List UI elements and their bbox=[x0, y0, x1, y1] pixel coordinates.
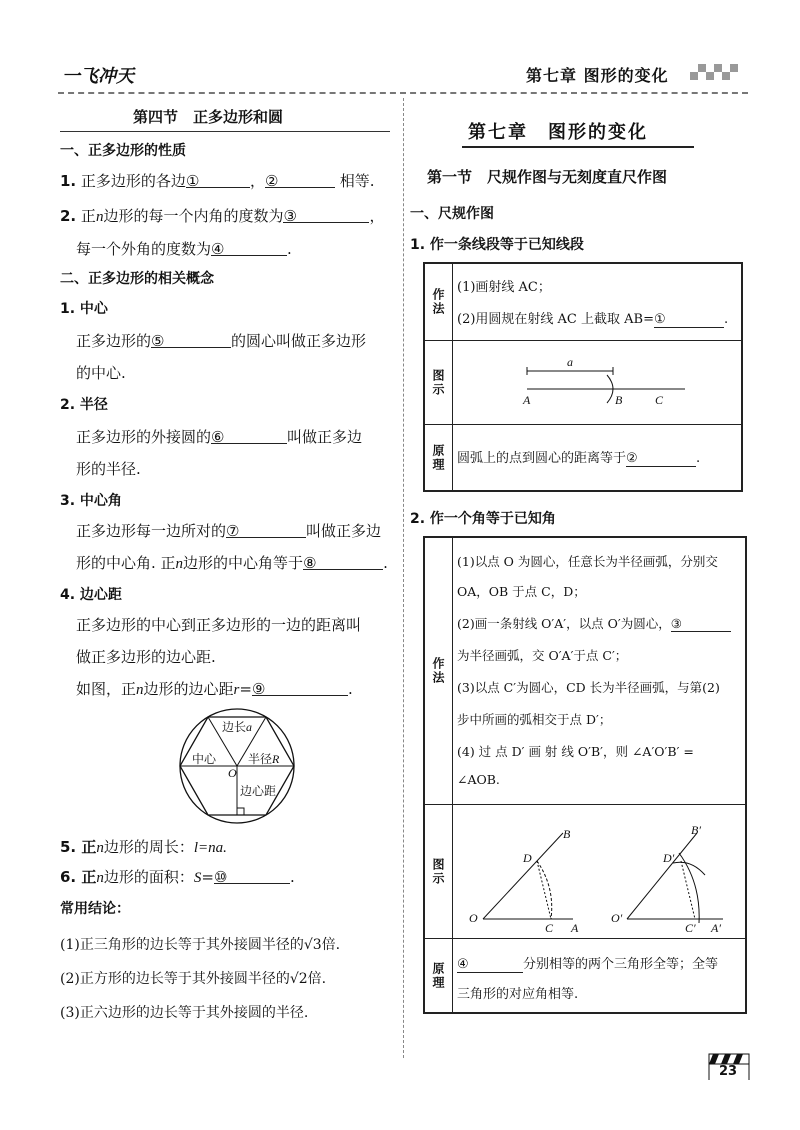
t1-p-end: . bbox=[696, 451, 701, 466]
item2-line2 bbox=[76, 238, 292, 259]
t2-row-method bbox=[425, 538, 745, 804]
s1-line2: 的中心. bbox=[76, 364, 126, 382]
t1-blank-2-label: ② bbox=[626, 451, 638, 466]
s6-n: n bbox=[96, 870, 104, 886]
t2-row-principle bbox=[425, 938, 745, 1012]
s2-title: 2. 半径 bbox=[60, 397, 108, 413]
s6-eq: = bbox=[201, 868, 214, 886]
item2-line2-text: 每一个外角的度数为 bbox=[76, 240, 212, 258]
s2-text-b: 叫做正多边 bbox=[287, 428, 363, 446]
left-section-title: 第四节 正多边形和圆 bbox=[133, 108, 284, 126]
s4-line2: 做正多边形的边心距. bbox=[76, 648, 216, 666]
s4-text-a: 如图，正 bbox=[76, 680, 137, 698]
s2-text-a: 正多边形的外接圆的 bbox=[76, 428, 212, 446]
s4-line3 bbox=[76, 678, 353, 699]
blank-10[interactable] bbox=[214, 868, 290, 884]
s3-end: . bbox=[383, 554, 388, 572]
s4-line1: 正多边形的中心到正多边形的一边的距离叫 bbox=[76, 616, 362, 634]
t1-row-principle bbox=[425, 424, 741, 490]
t2-m1b: OA，OB 于点 C，D； bbox=[457, 584, 586, 599]
item1-num: 1. bbox=[60, 172, 77, 190]
conclusions-heading: 常用结论： bbox=[60, 901, 130, 917]
blank-6-label: ⑥ bbox=[211, 428, 225, 446]
t2-m4a: (4) 过 点 D′ 画 射 线 O′B′，则 ∠A′O′B′ = bbox=[457, 744, 694, 759]
t2-figure bbox=[465, 823, 745, 933]
blank-9[interactable] bbox=[252, 680, 348, 696]
t2-p1: 分别相等的两个三角形全等；全等 bbox=[523, 957, 719, 972]
s5-num: 5. 正 bbox=[60, 838, 97, 856]
blank-6[interactable] bbox=[211, 428, 287, 444]
blank-5-label: ⑤ bbox=[151, 332, 165, 350]
t2-fig-B2: B′ bbox=[691, 823, 701, 837]
t1-fig-A: A bbox=[523, 393, 531, 407]
t2-m3a: (3)以点 C′为圆心，CD 长为半径画弧，与第(2) bbox=[457, 680, 720, 695]
t2-principle-label: 原理 bbox=[425, 939, 453, 1012]
s4-n: n bbox=[136, 682, 144, 698]
s1-title: 1. 中心 bbox=[60, 301, 108, 317]
s3-n: n bbox=[175, 556, 184, 572]
s5-n: n bbox=[96, 840, 104, 856]
blank-7[interactable] bbox=[226, 522, 306, 538]
s4-text-b: 边形的边心距 bbox=[143, 680, 234, 698]
item1-text: 正多边形的各边 bbox=[80, 172, 186, 190]
s4-title: 4. 边心距 bbox=[60, 587, 122, 603]
item2 bbox=[60, 205, 384, 226]
t1-fig-a: a bbox=[567, 355, 573, 369]
blank-8-label: ⑧ bbox=[303, 554, 317, 572]
header-deco bbox=[690, 58, 742, 86]
item1-sep: ， bbox=[249, 172, 265, 190]
t1-m1: (1)画射线 AC； bbox=[457, 280, 551, 295]
c1-root: √3 bbox=[303, 937, 322, 953]
s6-text: 边形的面积： bbox=[103, 868, 194, 886]
t2-figure-label: 图示 bbox=[425, 805, 453, 938]
t2-m4b: ∠AOB. bbox=[457, 772, 500, 787]
column-divider bbox=[403, 98, 404, 1058]
t1-p: 圆弧上的点到圆心的距离等于 bbox=[457, 451, 627, 466]
t2-p2: 三角形的对应角相等. bbox=[457, 987, 579, 1002]
blank-3-label: ③ bbox=[283, 207, 297, 225]
s1-text-b: 的圆心叫做正多边形 bbox=[231, 332, 367, 350]
blank-4[interactable] bbox=[211, 240, 287, 256]
header-rule bbox=[58, 92, 748, 94]
c2-root: √2 bbox=[289, 971, 308, 987]
checker-decoration-icon bbox=[690, 58, 742, 86]
blank-5[interactable] bbox=[151, 332, 231, 348]
s6-end: . bbox=[289, 868, 295, 886]
t1-heading: 1. 作一条线段等于已知线段 bbox=[410, 237, 584, 253]
right-section-title: 第一节 尺规作图与无刻度直尺作图 bbox=[427, 168, 668, 186]
conclusion-3: (3)正六边形的边长等于其外接圆的半径. bbox=[60, 1005, 309, 1021]
t2-blank-4-label: ④ bbox=[457, 957, 469, 972]
blank-2[interactable] bbox=[265, 172, 335, 188]
t1-principle-label: 原理 bbox=[425, 425, 453, 490]
s6-line bbox=[60, 866, 295, 887]
s1-text-a: 正多边形的 bbox=[76, 332, 152, 350]
blank-4-label: ④ bbox=[211, 240, 225, 258]
header-logo: 一飞冲天 bbox=[62, 66, 134, 87]
blank-10-label: ⑩ bbox=[213, 868, 228, 886]
blank-1-label: ① bbox=[185, 172, 200, 190]
s1-line1 bbox=[76, 330, 366, 351]
conclusion-2 bbox=[60, 968, 326, 988]
item1 bbox=[60, 170, 375, 191]
table-angle bbox=[423, 536, 747, 1014]
c2-text: (2)正方形的边长等于其外接圆半径的 bbox=[60, 971, 290, 987]
t2-fig-C: C bbox=[545, 921, 554, 935]
s3-text-d: 边形的中心角等于 bbox=[183, 554, 304, 572]
t2-m2a: (2)画一条射线 O′A′，以点 O′为圆心， bbox=[457, 616, 671, 631]
fig-radius-label: 半径R bbox=[248, 752, 280, 766]
conclusion-1 bbox=[60, 934, 340, 954]
s3-line2 bbox=[76, 552, 388, 573]
fig-o-label: O bbox=[228, 766, 237, 780]
left-title-rule bbox=[60, 131, 390, 132]
t1-m2-end: . bbox=[723, 312, 729, 327]
t1-m2: (2)用圆规在射线 AC 上截取 AB= bbox=[457, 312, 654, 327]
t2-m3b: 步中所画的弧相交于点 D′； bbox=[457, 712, 612, 727]
s3-text-a: 正多边形每一边所对的 bbox=[76, 522, 227, 540]
s2-line1 bbox=[76, 426, 362, 447]
s5-formula: l=na. bbox=[193, 840, 227, 856]
chapter-heading-rule bbox=[462, 146, 694, 148]
s3-line1 bbox=[76, 520, 381, 541]
blank-1[interactable] bbox=[186, 172, 250, 188]
blank-3[interactable] bbox=[283, 207, 369, 223]
t1-fig-B: B bbox=[615, 393, 623, 407]
part2-heading: 二、正多边形的相关概念 bbox=[60, 271, 214, 287]
s4-end: . bbox=[347, 680, 353, 698]
t1-method-label: 作法 bbox=[425, 264, 453, 340]
s4-eq: = bbox=[239, 680, 252, 698]
t2-row-figure bbox=[425, 804, 745, 938]
t1-blank-2[interactable] bbox=[626, 451, 696, 467]
item2-text-b: 边形的每一个内角的度数为 bbox=[103, 207, 284, 225]
item2-end: . bbox=[287, 240, 292, 258]
t2-fig-D: D bbox=[523, 851, 532, 865]
header-chapter-title: 第七章 图形的变化 bbox=[526, 66, 669, 85]
item2-num: 2. bbox=[60, 207, 77, 225]
s3-text-b: 叫做正多边 bbox=[306, 522, 382, 540]
page-number-badge bbox=[707, 1052, 751, 1082]
t2-fig-B: B bbox=[563, 827, 571, 841]
t1-figure-label: 图示 bbox=[425, 341, 453, 424]
t2-m1a: (1)以点 O 为圆心，任意长为半径画弧，分别交 bbox=[457, 554, 718, 569]
t1-fig-C: C bbox=[655, 393, 664, 407]
c2-end: 倍. bbox=[307, 971, 327, 987]
item2-text-a: 正 bbox=[80, 207, 96, 225]
blank-8[interactable] bbox=[303, 554, 383, 570]
t1-row-method bbox=[425, 264, 741, 340]
s6-s: S bbox=[193, 870, 202, 886]
item2-sep: ， bbox=[369, 207, 385, 225]
item2-n: n bbox=[95, 209, 104, 225]
s2-line2: 形的半径. bbox=[76, 460, 141, 478]
item1-end: 相等. bbox=[339, 172, 375, 190]
fig-side-label: 边长a bbox=[222, 720, 253, 734]
t2-blank-4[interactable] bbox=[457, 957, 523, 973]
t2-fig-O: O bbox=[469, 911, 478, 925]
c1-text: (1)正三角形的边长等于其外接圆半径的 bbox=[60, 937, 304, 953]
part1-heading: 一、正多边形的性质 bbox=[60, 143, 186, 159]
s5-text: 边形的周长： bbox=[103, 838, 194, 856]
right-chapter-heading: 第七章 图形的变化 bbox=[468, 122, 648, 143]
t1-blank-1-label: ① bbox=[653, 312, 666, 327]
t2-m2b: 为半径画弧，交 O′A′于点 C′； bbox=[457, 648, 628, 663]
right-part1-heading: 一、尺规作图 bbox=[410, 206, 494, 222]
t2-blank-3-label: ③ bbox=[670, 616, 682, 631]
s3-text-c: 形的中心角. 正 bbox=[76, 554, 176, 572]
t2-fig-O2: O′ bbox=[611, 911, 623, 925]
t1-figure bbox=[515, 355, 695, 415]
blank-7-label: ⑦ bbox=[226, 522, 240, 540]
fig-apothem-label: 边心距 bbox=[240, 784, 277, 798]
s6-num: 6. 正 bbox=[60, 868, 97, 886]
segment-construction-diagram bbox=[515, 355, 695, 415]
t2-heading: 2. 作一个角等于已知角 bbox=[410, 511, 556, 527]
t1-row-figure bbox=[425, 340, 741, 424]
t2-blank-3[interactable] bbox=[671, 616, 731, 632]
table-segment bbox=[423, 262, 743, 492]
s5-line bbox=[60, 836, 227, 857]
page-number: 23 bbox=[719, 1064, 738, 1079]
angle-construction-diagram bbox=[465, 823, 745, 933]
t2-fig-D2: D′ bbox=[663, 851, 675, 865]
s4-r: r bbox=[233, 682, 240, 698]
t2-fig-C2: C′ bbox=[685, 921, 696, 935]
hexagon-figure bbox=[172, 708, 302, 828]
t1-blank-1[interactable] bbox=[654, 312, 724, 328]
s3-title: 3. 中心角 bbox=[60, 493, 122, 509]
fig-center-label: 中心 bbox=[192, 752, 217, 766]
t2-method-label: 作法 bbox=[425, 538, 453, 804]
blank-9-label: ⑨ bbox=[251, 680, 266, 698]
c1-end: 倍. bbox=[321, 937, 341, 953]
t2-fig-A2: A′ bbox=[711, 921, 721, 935]
blank-2-label: ② bbox=[264, 172, 279, 190]
t2-fig-A: A bbox=[571, 921, 579, 935]
